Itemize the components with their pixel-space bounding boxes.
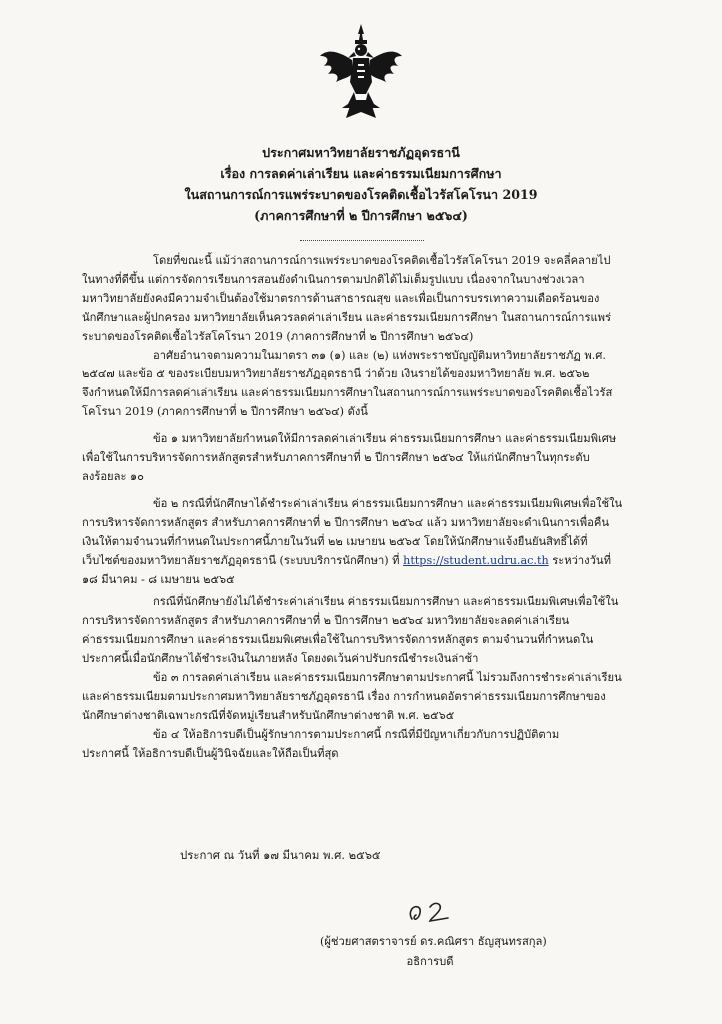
text-line: อาศัยอำนาจตามความในมาตรา ๓๑ (๑) และ (๒) แห่งพระราชบัญญัติมหาวิทยาลัยราชภัฏ พ.ศ. (153, 348, 606, 362)
garuda-emblem-icon (318, 22, 404, 122)
paragraph-1 (82, 252, 642, 347)
paragraph-2 (82, 347, 642, 423)
paragraph-clause-1 (82, 430, 642, 487)
text-line: เงินให้ตามจำนวนที่กำหนดในประกาศนี้ภายในวันที่ ๒๒ เมษายน ๒๕๖๕ โดยให้นักศึกษาแจ้งยืนยันสิทธิ์ได้ที่ (82, 534, 588, 548)
text-line: ระบาดของโรคติดเชื้อไวรัสโคโรนา 2019 (ภาคการศึกษาที่ ๒ ปีการศึกษา ๒๕๖๔) (82, 329, 474, 343)
text-line: การบริหารจัดการหลักสูตร สำหรับภาคการศึกษาที่ ๒ ปีการศึกษา ๒๕๖๔ มหาวิทยาลัยจะลดค่าเล่าเรียน (82, 614, 570, 628)
text-line: จึงกำหนดให้มีการลดค่าเล่าเรียน และค่าธรรมเนียมการศึกษาในสถานการณ์การแพร่ระบาดของโรคติดเชื้อไวรัส (82, 386, 613, 400)
title-line-4: (ภาคการศึกษาที่ ๒ ปีการศึกษา ๒๕๖๔) (254, 208, 468, 223)
title-line-2: เรื่อง การลดค่าเล่าเรียน และค่าธรรมเนียมการศึกษา (220, 166, 502, 181)
text-span: เว็บไซต์ของมหาวิทยาลัยราชภัฏอุดรธานี (ระบบบริการนักศึกษา) ที่ (82, 553, 404, 567)
text-line: ข้อ ๔ ให้อธิการบดีเป็นผู้รักษาการตามประกาศนี้ กรณีที่มีปัญหาเกี่ยวกับการปฏิบัติตาม (153, 727, 560, 741)
handwritten-signature (404, 895, 464, 931)
text-line: และค่าธรรมเนียมตามประกาศมหาวิทยาลัยราชภัฏอุดรธานี เรื่อง การกำหนดอัตราค่าธรรมเนียมการศึกษาของ (82, 689, 606, 703)
text-line: ข้อ ๓ การลดค่าเล่าเรียน และค่าธรรมเนียมการศึกษาตามประกาศนี้ ไม่รวมถึงการชำระค่าเล่าเรียน (153, 671, 622, 685)
text-line: โคโรนา 2019 (ภาคการศึกษาที่ ๒ ปีการศึกษา ๒๕๖๔) ดังนี้ (82, 405, 368, 419)
text-line: ประกาศนี้ ให้อธิการบดีเป็นผู้วินิจฉัยและให้ถือเป็นที่สุด (82, 746, 339, 760)
signer-position: อธิการบดี (406, 955, 454, 968)
text-line: ๒๕๔๗ และข้อ ๕ ของระเบียบมหาวิทยาลัยราชภัฏอุดรธานี ว่าด้วย เงินรายได้ของมหาวิทยาลัย พ.ศ. ๒๕๖๒ (82, 367, 590, 381)
paragraph-clause-2-b (82, 593, 642, 669)
text-line: ๑๘ มีนาคม - ๘ เมษายน ๒๕๖๕ (82, 572, 235, 586)
text-line: ค่าธรรมเนียมการศึกษา และค่าธรรมเนียมพิเศษเพื่อใช้ในการบริหารจัดการหลักสูตร ตามจำนวนที่กำหนดใน (82, 633, 594, 647)
title-divider (300, 240, 424, 241)
student-portal-link[interactable]: https://student.udru.ac.th (403, 553, 549, 567)
announcement-body (82, 252, 642, 764)
text-line: ประกาศนี้เมื่อนักศึกษาได้ชำระเงินในภายหลัง โดยงดเว้นค่าปรับกรณีชำระเงินล่าช้า (82, 652, 479, 666)
paragraph-clause-4 (82, 726, 642, 764)
signer-block (320, 932, 547, 972)
text-line: มหาวิทยาลัยยังคงมีความจำเป็นต้องใช้มาตรการด้านสาธารณสุข และเพื่อเป็นการบรรเทาความเดือดร้อนของ (82, 291, 600, 305)
text-line: ในทางที่ดีขึ้น แต่การจัดการเรียนการสอนยังดำเนินการตามปกติได้ไม่เต็มรูปแบบ เนื่องจากในบางช่วงเวลา (82, 272, 585, 286)
text-line: กรณีที่นักศึกษายังไม่ได้ชำระค่าเล่าเรียน ค่าธรรมเนียมการศึกษา และค่าธรรมเนียมพิเศษเพื่อใช้ใน (153, 595, 619, 609)
text-line: โดยที่ขณะนี้ แม้ว่าสถานการณ์การแพร่ระบาดของโรคติดเชื้อไวรัสโคโรนา 2019 จะคลี่คลายไป (153, 254, 611, 267)
text-line: ลงร้อยละ ๑๐ (82, 469, 144, 483)
paragraph-clause-2 (82, 495, 642, 590)
announcement-title (0, 142, 722, 226)
title-line-1: ประกาศมหาวิทยาลัยราชภัฏอุดรธานี (262, 145, 460, 160)
text-line: ข้อ ๒ กรณีที่นักศึกษาได้ชำระค่าเล่าเรียน ค่าธรรมเนียมการศึกษา และค่าธรรมเนียมพิเศษเพื่อใช้ใน (153, 496, 623, 510)
title-line-3: ในสถานการณ์การแพร่ระบาดของโรคติดเชื้อไวรัสโคโรนา 2019 (184, 187, 538, 202)
paragraph-clause-3 (82, 669, 642, 726)
announcement-date: ประกาศ ณ วันที่ ๑๗ มีนาคม พ.ศ. ๒๕๖๕ (180, 848, 381, 862)
text-line: นักศึกษาและผู้ปกครอง มหาวิทยาลัยเห็นควรลดค่าเล่าเรียน และค่าธรรมเนียมการศึกษา ในสถานการณ์การแพร่ (82, 310, 612, 324)
text-span: ระหว่างวันที่ (548, 553, 611, 567)
text-line (82, 552, 642, 571)
text-line: นักศึกษาต่างชาติเฉพาะกรณีที่จัดหมู่เรียนสำหรับนักศึกษาต่างชาติ พ.ศ. ๒๕๖๕ (82, 708, 455, 722)
text-line: การบริหารจัดการหลักสูตร สำหรับภาคการศึกษาที่ ๒ ปีการศึกษา ๒๕๖๔ แล้ว มหาวิทยาลัยจะดำเนินการเพื่อคืน (82, 515, 609, 529)
signer-name: (ผู้ช่วยศาสตราจารย์ ดร.คณิศรา ธัญสุนทรสกุล) (320, 935, 547, 948)
text-line: ข้อ ๑ มหาวิทยาลัยกำหนดให้มีการลดค่าเล่าเรียน ค่าธรรมเนียมการศึกษา และค่าธรรมเนียมพิเศษ (153, 432, 617, 446)
text-line: เพื่อใช้ในการบริหารจัดการหลักสูตรสำหรับภาคการศึกษาที่ ๒ ปีการศึกษา ๒๕๖๔ ให้แก่นักศึกษาในทุกระดับ (82, 451, 590, 465)
